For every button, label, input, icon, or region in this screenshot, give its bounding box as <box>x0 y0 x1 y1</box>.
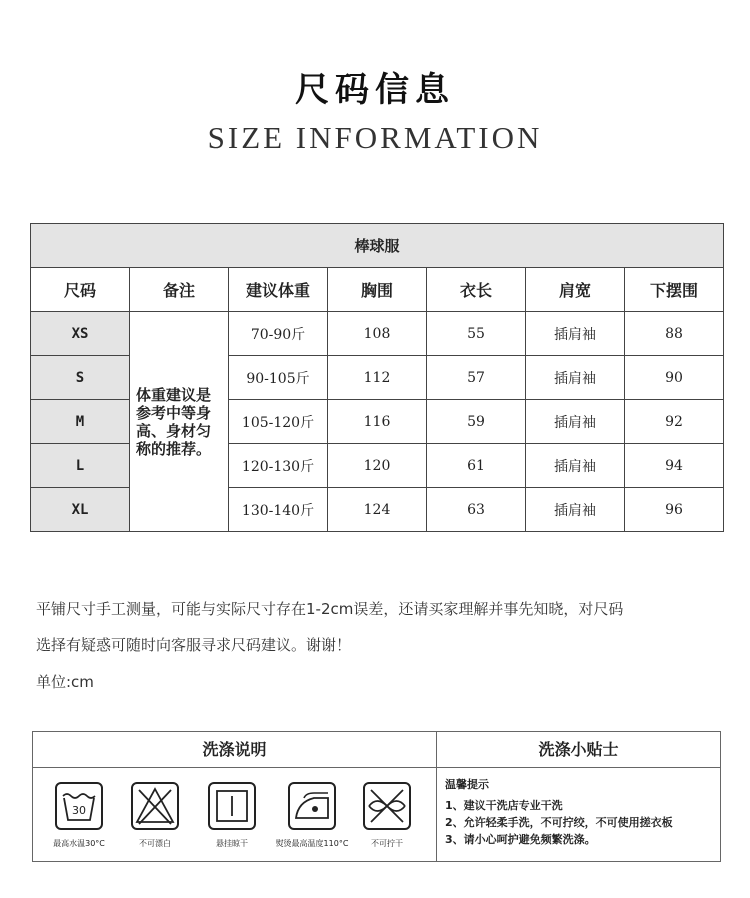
care-tips <box>445 776 717 848</box>
length-cell: 63 <box>427 488 526 532</box>
table-caption: 棒球服 <box>31 224 724 268</box>
iron-110-label: 熨烫最高温度110°C <box>275 839 349 848</box>
chest-cell: 116 <box>328 400 427 444</box>
size-cell: S <box>31 356 130 400</box>
unit-note: 单位:cm <box>36 673 94 691</box>
size-cell: XL <box>31 488 130 532</box>
no-bleach-icon <box>131 782 179 830</box>
length-cell: 59 <box>427 400 526 444</box>
note-cell: 体重建议是参考中等身高、身材匀称的推荐。 <box>130 312 229 532</box>
shoulder-cell: 插肩袖 <box>526 444 625 488</box>
page-title-en: SIZE INFORMATION <box>207 120 543 155</box>
no-bleach-label: 不可漂白 <box>139 839 171 848</box>
weight-cell: 105-120斤 <box>229 400 328 444</box>
hem-cell: 92 <box>625 400 724 444</box>
column-header: 衣长 <box>427 268 526 312</box>
chest-cell: 120 <box>328 444 427 488</box>
column-header: 下摆围 <box>625 268 724 312</box>
measurement-note-line1: 平铺尺寸手工测量，可能与实际尺寸存在1-2cm误差，还请买家理解并事先知晓，对尺码 <box>36 600 624 618</box>
no-wring-icon <box>363 782 411 830</box>
care-instructions-title: 洗涤说明 <box>33 732 436 768</box>
column-header: 尺码 <box>31 268 130 312</box>
length-cell: 61 <box>427 444 526 488</box>
column-header: 建议体重 <box>229 268 328 312</box>
chest-cell: 124 <box>328 488 427 532</box>
wash-30-icon <box>55 782 103 830</box>
shoulder-cell: 插肩袖 <box>526 400 625 444</box>
weight-cell: 90-105斤 <box>229 356 328 400</box>
care-tips-title: 洗涤小贴士 <box>436 732 720 768</box>
column-header: 胸围 <box>328 268 427 312</box>
size-cell: XS <box>31 312 130 356</box>
care-panel <box>32 731 721 862</box>
length-cell: 57 <box>427 356 526 400</box>
hem-cell: 88 <box>625 312 724 356</box>
hem-cell: 96 <box>625 488 724 532</box>
shoulder-cell: 插肩袖 <box>526 312 625 356</box>
length-cell: 55 <box>427 312 526 356</box>
column-header: 肩宽 <box>526 268 625 312</box>
tip-item: 2、允许轻柔手洗，不可拧绞，不可使用搓衣板 <box>445 816 673 829</box>
tips-title: 温馨提示 <box>445 778 489 791</box>
iron-110-icon <box>288 782 336 830</box>
weight-cell: 70-90斤 <box>229 312 328 356</box>
table-row <box>31 312 724 356</box>
size-cell: L <box>31 444 130 488</box>
tip-item: 1、建议干洗店专业干洗 <box>445 799 563 812</box>
wash-temp-number: 30 <box>72 804 86 817</box>
hem-cell: 90 <box>625 356 724 400</box>
page-title-cn: 尺码信息 <box>295 70 455 110</box>
care-divider <box>436 768 437 861</box>
shoulder-cell: 插肩袖 <box>526 488 625 532</box>
weight-cell: 120-130斤 <box>229 444 328 488</box>
hang-dry-icon <box>208 782 256 830</box>
size-cell: M <box>31 400 130 444</box>
hang-dry-label: 悬挂晾干 <box>216 839 248 848</box>
chest-cell: 112 <box>328 356 427 400</box>
hem-cell: 94 <box>625 444 724 488</box>
no-wring-label: 不可拧干 <box>371 839 403 848</box>
chest-cell: 108 <box>328 312 427 356</box>
weight-cell: 130-140斤 <box>229 488 328 532</box>
tip-item: 3、请小心呵护避免频繁洗涤。 <box>445 833 596 846</box>
column-header: 备注 <box>130 268 229 312</box>
wash-30-label: 最高水温30°C <box>53 839 105 848</box>
size-table <box>30 223 724 532</box>
measurement-note-line2: 选择有疑惑可随时向客服寻求尺码建议。谢谢！ <box>36 636 352 654</box>
shoulder-cell: 插肩袖 <box>526 356 625 400</box>
